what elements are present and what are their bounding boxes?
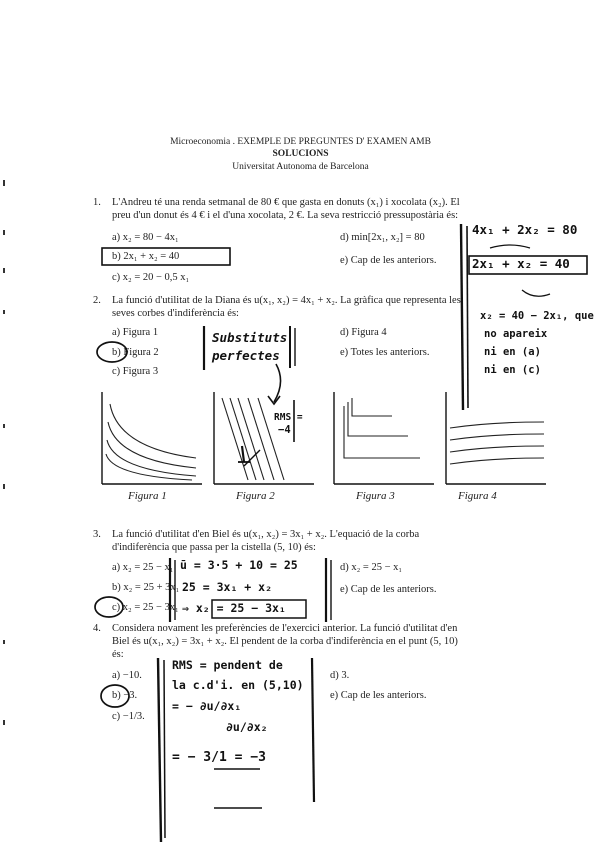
q2-answer-circle xyxy=(94,339,130,365)
header-university: Universitat Autonoma de Barcelona xyxy=(232,162,369,172)
hw-q1-line6: ni en (c) xyxy=(484,364,541,376)
q4-answer-circle xyxy=(98,682,134,710)
scan-mark xyxy=(3,310,5,314)
q2-text-line2: seves corbes d'indiferència és: xyxy=(112,308,239,319)
q1-text-line2: preu d'un donut és 4 € i el d'una xocolata, 2 €. La seva restricció pressupostària és: xyxy=(112,210,459,221)
figure-1-caption: Figura 1 xyxy=(128,490,167,502)
hw-q1-line5: ni en (a) xyxy=(484,346,541,358)
q4-option-e: e) Cap de les anteriors. xyxy=(330,690,427,701)
q4-text-line1: Considera novament les preferències de l'exercici anterior. La funció d'utilitat d'en xyxy=(112,623,458,634)
q4-text-line3: és: xyxy=(112,649,124,660)
figure-4-caption: Figura 4 xyxy=(458,490,497,502)
q4-number: 4. xyxy=(93,623,101,634)
q3-option-e: e) Cap de les anteriors. xyxy=(340,584,437,595)
scan-mark xyxy=(3,268,5,273)
q1-number: 1. xyxy=(93,197,101,208)
scan-mark xyxy=(3,720,5,725)
q4-option-b: b) −3. xyxy=(112,690,138,701)
q3-text-line1: La funció d'utilitat d'en Biel és u(x₁, x₂) = 3x₁ + x₂. L'equació de la corba xyxy=(112,529,420,540)
hw-q4-line4: ∂u/∂x₂ xyxy=(226,720,268,734)
hw-rms-value: −4 xyxy=(278,424,291,436)
header-title: Microeconomia . EXEMPLE DE PREGUNTES D' EXAMEN AMB xyxy=(170,137,431,147)
q1-answer-box xyxy=(100,246,235,268)
q3-number: 3. xyxy=(93,529,101,540)
q3-answer-circle xyxy=(92,594,126,620)
q3-text-line2: d'indiferència que passa per la cistella (5, 10) és: xyxy=(112,542,316,553)
header-subtitle: SOLUCIONS xyxy=(272,149,329,159)
figure-3-caption: Figura 3 xyxy=(356,490,395,502)
q2-option-e: e) Totes les anteriors. xyxy=(340,347,430,358)
q4-option-c: c) −1/3. xyxy=(112,711,145,722)
hw-q4-line1: RMS = pendent de xyxy=(172,658,283,672)
scan-mark xyxy=(3,484,5,489)
figure-2-caption: Figura 2 xyxy=(236,490,275,502)
figure-4 xyxy=(440,388,548,488)
q2-text-line1: La funció d'utilitat de la Diana és u(x₁, x₂) = 4x₁ + x₂. La gràfica que representa les xyxy=(112,295,461,306)
hw-q3-line2: 25 = 3x₁ + x₂ xyxy=(182,580,273,594)
scan-mark xyxy=(3,640,5,644)
hw-q2-line2: perfectes xyxy=(212,348,280,363)
scan-mark xyxy=(3,230,5,235)
q3-option-d: d) x₂ = 25 − x₁ xyxy=(340,562,403,573)
hw-q1-scribbles xyxy=(470,240,595,308)
q2-number: 2. xyxy=(93,295,101,306)
q1-option-b: b) 2x₁ + x₂ = 40 xyxy=(112,251,180,262)
hw-q3-line3: ⇒ x₂ = 25 − 3x₁ xyxy=(182,601,286,615)
q3-option-c: c) x₂ = 25 − 3x₁ xyxy=(112,602,179,613)
hw-q4-line5: = − 3/1 = −3 xyxy=(172,750,266,765)
q4-option-d: d) 3. xyxy=(330,670,350,681)
q2-option-a: a) Figura 1 xyxy=(112,327,159,338)
hw-q3-line1: ū = 3·5 + 10 = 25 xyxy=(180,558,298,572)
figure-3 xyxy=(328,388,436,488)
scan-mark xyxy=(3,180,5,186)
hw-q1-line2: 2x₁ + x₂ = 40 xyxy=(472,256,570,271)
scan-mark xyxy=(3,424,5,428)
hw-q2-line1: Substituts xyxy=(212,330,288,345)
figure-1 xyxy=(96,388,204,488)
q1-option-c: c) x₂ = 20 − 0,5 x₁ xyxy=(112,272,190,283)
q2-option-c: c) Figura 3 xyxy=(112,366,159,377)
q1-option-e: e) Cap de les anteriors. xyxy=(340,255,437,266)
q2-option-b: b) Figura 2 xyxy=(112,347,159,358)
q3-option-b: b) x₂ = 25 + 3x₁ xyxy=(112,582,180,593)
hw-q1-line1: 4x₁ + 2x₂ = 80 xyxy=(472,222,578,237)
hw-q1-line4: no apareix xyxy=(484,328,548,340)
figure-2 xyxy=(208,388,316,488)
hw-rms-label: RMS = xyxy=(274,412,303,423)
hw-q4-line2: la c.d'i. en (5,10) xyxy=(172,678,304,692)
q1-option-d: d) min[2x₁, x₂] = 80 xyxy=(340,232,425,243)
hw-q4-line3: = − ∂u/∂x₁ xyxy=(172,699,242,713)
q1-text-line1: L'Andreu té una renda setmanal de 80 € que gasta en donuts (x₁) i xocolata (x₂). El xyxy=(112,197,460,208)
q3-option-a: a) x₂ = 25 − x₁ xyxy=(112,562,174,573)
q4-text-line2: Biel és u(x₁, x₂) = 3x₁ + x₂. El pendent de la corba d'indiferència en el punt (5, 10) xyxy=(112,636,458,647)
q4-option-a: a) −10. xyxy=(112,670,142,681)
q2-option-d: d) Figura 4 xyxy=(340,327,387,338)
q1-option-a: a) x₂ = 80 − 4x₁ xyxy=(112,232,179,243)
hw-q1-line3: x₂ = 40 − 2x₁, que xyxy=(480,310,594,322)
